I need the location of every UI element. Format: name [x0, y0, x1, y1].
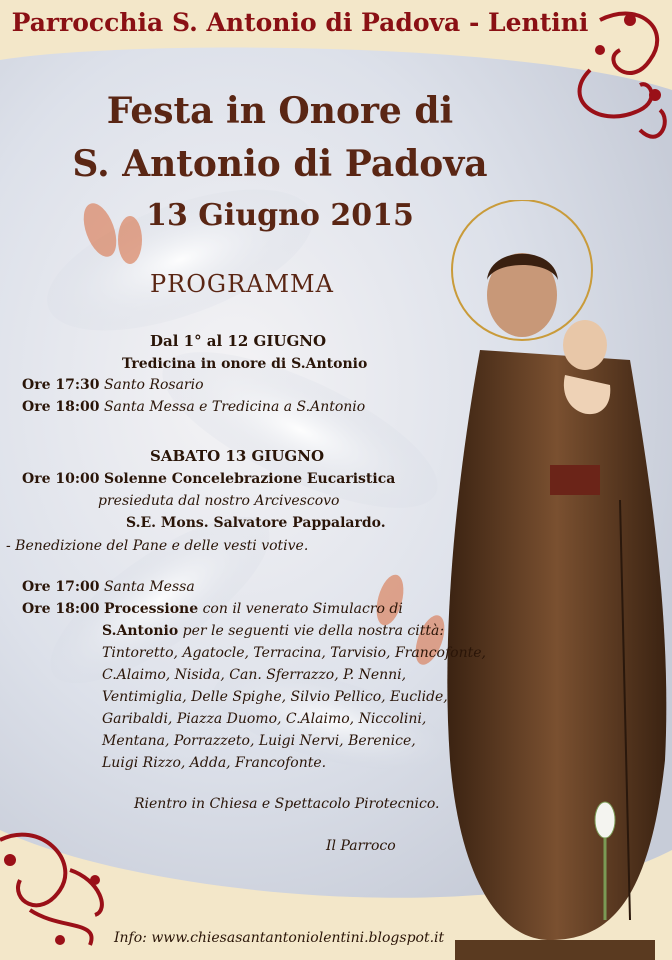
period1-event-1 — [22, 377, 204, 393]
title-line2: S. Antonio di Padova — [72, 143, 488, 185]
event-bold: Processione — [103, 601, 199, 617]
event-desc: Solenne Concelebrazione Eucaristica — [103, 471, 396, 487]
event-time: Ore 18:00 — [22, 601, 100, 617]
event-time: Ore 17:00 — [22, 579, 100, 595]
period2-heading: SABATO 13 GIUGNO — [150, 447, 325, 465]
programma-heading: PROGRAMMA — [150, 270, 334, 298]
event-desc: Santa Messa e Tredicina a S.Antonio — [103, 399, 366, 415]
route-line: Mentana, Porrazzeto, Luigi Nervi, Berenice, — [102, 733, 416, 749]
route-line: Garibaldi, Piazza Duomo, C.Alaimo, Niccolini, — [102, 711, 427, 727]
period2-event-1 — [22, 471, 395, 487]
event1-sub2: S.E. Mons. Salvatore Pappalardo. — [126, 515, 386, 531]
route-line: Luigi Rizzo, Adda, Francofonte. — [102, 755, 327, 771]
title-line1: Festa in Onore di — [106, 90, 454, 132]
route-intro-text: per le seguenti vie della nostra città: — [182, 623, 445, 639]
signature: Il Parroco — [326, 838, 396, 854]
route-line: Ventimiglia, Delle Spighe, Silvio Pellico, Euclide, — [102, 689, 448, 705]
title-date: 13 Giugno 2015 — [146, 198, 414, 233]
route-intro — [102, 623, 444, 639]
period1-heading: Dal 1° al 12 GIUGNO — [150, 332, 327, 350]
route-line: Tintoretto, Agatocle, Terracina, Tarvisio, Francofonte, — [102, 645, 486, 661]
footer-info-link[interactable]: Info: www.chiesasantantoniolentini.blogspot.it — [114, 930, 445, 946]
event-time: Ore 18:00 — [22, 399, 100, 415]
event1-sub1: presieduta dal nostro Arcivescovo — [98, 493, 340, 509]
event-desc: Santa Messa — [103, 579, 195, 595]
event-desc: con il venerato Simulacro di — [202, 601, 403, 617]
route-line: C.Alaimo, Nisida, Can. Sferrazzo, P. Nenni, — [102, 667, 407, 683]
note-benedizione: - Benedizione del Pane e delle vesti votive. — [6, 538, 309, 554]
saint-anthony-statue-image — [440, 200, 672, 960]
closing-text: Rientro in Chiesa e Spettacolo Pirotecnico. — [134, 796, 440, 812]
period1-subheading: Tredicina in onore di S.Antonio — [122, 356, 368, 372]
event-time: Ore 17:30 — [22, 377, 100, 393]
parish-header: Parrocchia S. Antonio di Padova - Lentini — [11, 8, 589, 37]
event-desc: Santo Rosario — [103, 377, 204, 393]
event-time: Ore 10:00 — [22, 471, 100, 487]
period1-event-2 — [22, 399, 365, 415]
route-intro-bold: S.Antonio — [102, 623, 179, 639]
period2-event-2 — [22, 579, 195, 595]
period2-event-3 — [22, 601, 403, 617]
